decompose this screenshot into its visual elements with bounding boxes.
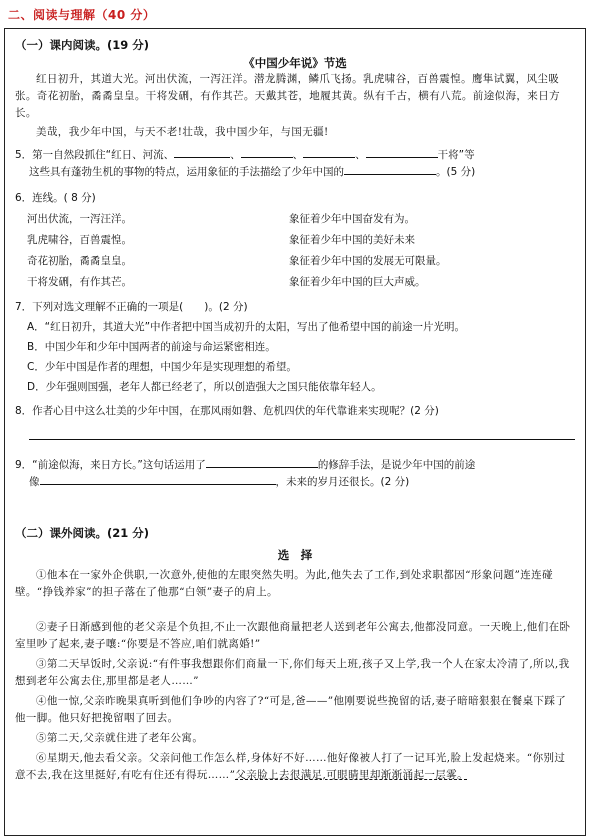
q5-blank-2[interactable]	[241, 147, 293, 158]
question-7-option-b[interactable]: B．中国少年和少年中国两者的前途与命运紧密相连。	[27, 341, 276, 353]
match-right-item[interactable]: 象征着少年中国的巨大声威。	[289, 276, 426, 288]
underlined-sentence: 父亲脸上去很满足,可眼睛里却渐渐涌起一层雾。	[235, 769, 468, 781]
match-left-item[interactable]: 乳虎啸谷，百兽震惶。	[27, 234, 132, 246]
match-row	[27, 209, 575, 230]
question-6-label: 6．连线。( 8 分)	[15, 192, 96, 204]
question-9: 9．“前途似海，来日方长。”这句话运用了 的修辞手法，是说少年中国的前途 像 ，未来的岁月还很长。(2 分)	[15, 459, 476, 488]
part2-para2: ②妻子日渐感到他的老父亲是个负担,不止一次跟他商量把老人送到老年公寓去,他都没同意。一天晚上,他们在卧室里吵了起来,妻子嚷:“你要是不答应,咱们就离婚!”	[15, 621, 571, 650]
match-right-item[interactable]: 象征着少年中国的发展无可限量。	[289, 255, 447, 267]
q8-answer-line[interactable]	[29, 439, 575, 440]
match-right-item[interactable]: 象征着少年中国的美好未来	[289, 234, 415, 246]
part2-para4: ④他一惊,父亲昨晚果真听到他们争吵的内容了?“可是,爸——”他刚要说些挽留的话,妻子暗暗狠狠在餐桌下踩了他一脚。他只好把挽留咽了回去。	[15, 695, 567, 724]
question-7-option-a[interactable]: A．“红日初升，其道大光”中作者把中国当成初升的太阳，写出了他希望中国的前途一片光明。	[27, 321, 466, 333]
section-title: 二、阅读与理解（40 分）	[8, 8, 156, 22]
question-7-option-d[interactable]: D．少年强则国强，老年人都已经老了，所以创造强大之国只能依靠年轻人。	[27, 381, 382, 393]
match-row	[27, 272, 575, 293]
question-8: 8．作者心目中这么壮美的少年中国，在那风雨如磐、危机四伏的年代靠谁来实现呢？(2 分)	[15, 405, 439, 417]
q5-blank-1[interactable]	[174, 147, 230, 158]
match-right-item[interactable]: 象征着少年中国奋发有为。	[289, 213, 415, 225]
q9-blank-1[interactable]	[206, 457, 318, 468]
q5-blank-4[interactable]	[366, 147, 438, 158]
part1-passage-para2: 美哉，我少年中国，与天不老!壮哉，我中国少年，与国无疆!	[36, 126, 329, 138]
question-7-stem: 7．下列对选文理解不正确的一项是( )。(2 分)	[15, 301, 248, 313]
part1-heading: （一）课内阅读。(19 分)	[15, 38, 150, 52]
q9-blank-2[interactable]	[40, 474, 276, 485]
q5-blank-5[interactable]	[344, 164, 436, 175]
match-row	[27, 251, 575, 272]
part2-para5: ⑤第二天,父亲就住进了老年公寓。	[36, 732, 204, 744]
part1-passage-title: 《中国少年说》节选	[243, 56, 347, 70]
match-row	[27, 230, 575, 251]
part2-para1: ①他本在一家外企供职,一次意外,使他的左眼突然失明。为此,他失去了工作,到处求职都因“形象问题”连连碰壁。“挣钱养家”的担子落在了他那“白领”妻子的肩上。	[15, 569, 553, 598]
match-left-item[interactable]: 奇花初胎，矞矞皇皇。	[27, 255, 132, 267]
question-7-option-c[interactable]: C．少年中国是作者的理想，中国少年是实现理想的希望。	[27, 361, 297, 373]
part1-passage-para1: 红日初升，其道大光。河出伏流，一泻汪洋。潜龙腾渊，鳞爪飞扬。乳虎啸谷，百兽震惶。鹰隼试翼，风尘吸张。奇花初胎，矞矞皇皇。干将发硎，有作其芒。天戴其苍，地履其黄。纵有千古，横有八荒。前途似海，来日方长。	[15, 73, 560, 119]
q5-blank-3[interactable]	[303, 147, 355, 158]
question-5: 5．第一自然段抓住“红日、河流、 、 、 、 干将”等 这些具有蓬勃生机的事物的特点，运用象征的手法描绘了少年中国的 。(5 分)	[15, 149, 476, 178]
question-6-matching	[27, 209, 575, 293]
part2-para3: ③第二天早饭时,父亲说:“有件事我想跟你们商量一下,你们每天上班,孩子又上学,我一个人在家太冷清了,所以,我想到老年公寓去住,那里都是老人……”	[15, 658, 570, 687]
part2-para6: ⑥星期天,他去看父亲。父亲问他工作怎么样,身体好不好……他好像被人打了一记耳光,脸上发起烧来。“你别过意不去,我在这里挺好,有吃有住还有得玩……”父亲脸上去很满足,可眼睛里却渐渐涌起一层雾。	[15, 752, 566, 781]
part2-heading: （二）课外阅读。(21 分)	[15, 526, 150, 540]
match-left-item[interactable]: 河出伏流，一泻汪洋。	[27, 213, 132, 225]
reading-frame	[4, 28, 586, 836]
part2-passage-title: 选 择	[277, 548, 313, 562]
match-left-item[interactable]: 干将发硎，有作其芒。	[27, 276, 132, 288]
